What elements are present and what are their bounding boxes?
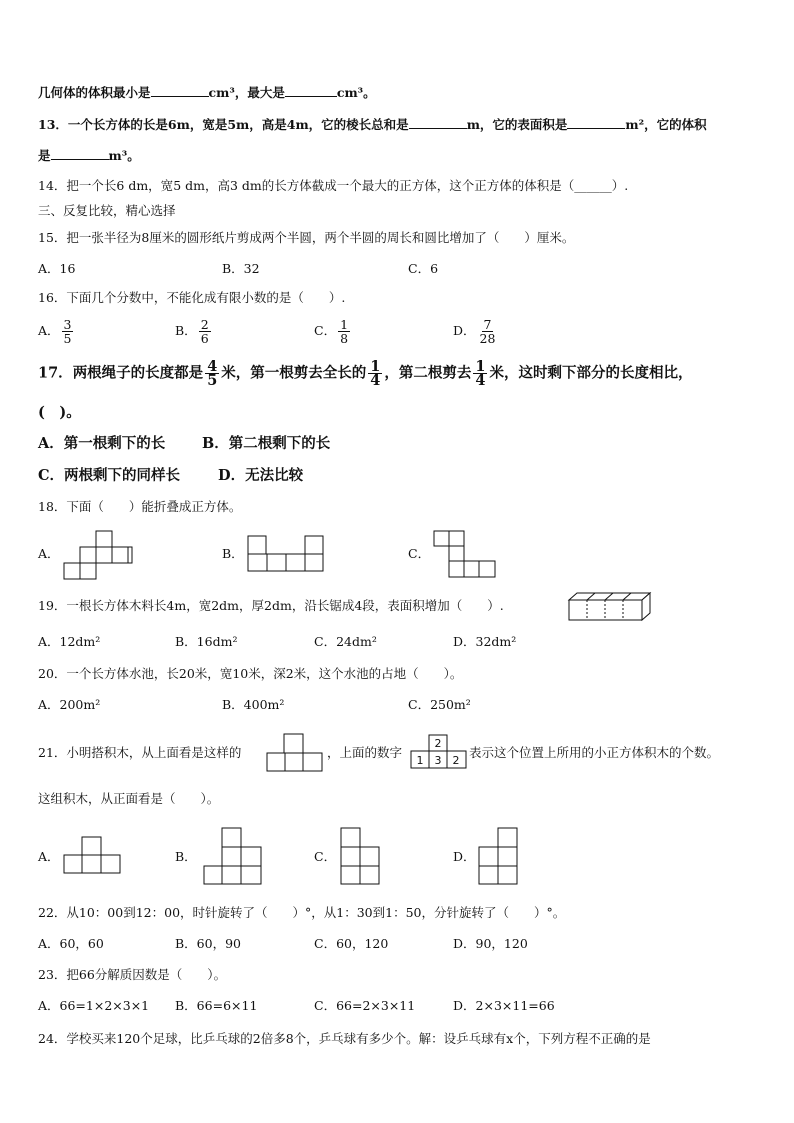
question-17: 17．两根绳子的长度都是 $\frac{4}{5}$ 米，第一根剪去全长的 $\frac{1}{4}$ ，第二根剪去 $\frac{1}{4}$ 米，这时剩下部分的长度相比， [38,358,693,389]
option-a[interactable]: A．200m² [38,697,101,712]
question-24: 24．学校买来120个足球，比乒乓球的2倍多8个，乒乓球有多少个。解：设乒乓球有x个，下列方程不正确的是 [38,1031,651,1046]
option-b[interactable]: B．60，90 [175,936,241,951]
option-c[interactable]: C． [408,546,431,561]
option-b[interactable]: B． [222,546,244,561]
front-view-d [478,827,520,887]
question-13: 13．一个长方体的长是6m，宽是5m，高是4m，它的棱长总和是 m，它的表面积是 m²，它的体积 [38,117,707,132]
option-a[interactable]: A．12dm² [38,634,101,649]
option-a[interactable]: A．66=1×2×3×1 [38,998,150,1013]
cube-net-a-extra [64,530,136,580]
question-21: 21．小明搭积木，从上面看是这样的 [38,745,242,760]
top-view-figure [266,733,324,773]
option-b[interactable]: B．66=6×11 [175,998,258,1013]
fraction: $\frac{2}{6}$ [200,317,209,346]
question-20: 20．一个长方体水池，长20米，宽10米，深2米，这个水池的占地（ ）。 [38,666,463,681]
option-a[interactable]: A．第一根剩下的长 [38,435,166,452]
q12-continuation: 几何体的体积最小是 cm³，最大是 cm³。 [38,85,376,100]
number-grid-figure [410,734,468,770]
answer-blank[interactable] [51,147,109,160]
option-c[interactable]: C． $\frac{1}{8}$ [314,317,349,346]
question-14: 14．把一个长6 dm，宽5 dm，高3 dm的长方体截成一个最大的正方体，这个正方体的体积是（______）. [38,178,629,193]
answer-blank[interactable] [285,84,337,97]
option-c[interactable]: C．24dm² [314,634,377,649]
question-18: 18．下面（ ）能折叠成正方体。 [38,499,242,514]
grid-digit: 2 [434,737,442,750]
option-d[interactable]: D．90，120 [453,936,528,951]
front-view-c [340,827,382,887]
option-c[interactable]: C． [314,849,337,864]
grid-digit: 3 [434,754,442,767]
question-17-line2: ( )。 [38,404,81,421]
cube-net-b [248,536,324,572]
answer-blank[interactable] [409,116,467,129]
fraction: $\frac{1}{4}$ [475,358,486,389]
option-d[interactable]: D． [453,849,476,864]
question-21-line2: 这组积木，从正面看是（ ）。 [38,791,220,806]
option-b[interactable]: B． $\frac{2}{6}$ [175,317,209,346]
question-21-text-c: 表示这个位置上所用的小正方体积木的个数。 [469,745,720,760]
question-13-line2: 是 m³。 [38,148,140,163]
option-c[interactable]: C．60，120 [314,936,389,951]
question-16: 16．下面几个分数中，不能化成有限小数的是（ ）. [38,290,346,305]
option-a[interactable]: A． $\frac{3}{5}$ [38,317,72,346]
option-d[interactable]: D． $\frac{7}{28}$ [453,317,496,346]
option-c[interactable]: C．两根剩下的同样长 [38,467,181,484]
question-23: 23．把66分解质因数是（ ）。 [38,967,227,982]
grid-digit: 2 [452,754,460,767]
fraction: $\frac{1}{4}$ [370,358,381,389]
option-a[interactable]: A． [38,849,60,864]
fraction: $\frac{1}{8}$ [340,317,349,346]
option-b[interactable]: B． [175,849,197,864]
option-a[interactable]: A．16 [38,261,76,276]
question-19: 19．一根长方体木料长4m，宽2dm，厚2dm，沿长锯成4段，表面积增加（ ）. [38,598,504,613]
option-b[interactable]: B．16dm² [175,634,238,649]
answer-blank[interactable] [567,116,625,129]
question-22: 22．从10：00到12：00，时针旋转了（ ）°，从1：30到1：50，分针旋转了（ ）°。 [38,905,566,920]
cuboid-wood-figure [568,592,652,622]
option-c[interactable]: C．66=2×3×11 [314,998,416,1013]
option-a[interactable]: A． [38,546,60,561]
front-view-a [63,836,123,876]
front-view-b [203,827,265,887]
question-21-text-b: ，上面的数字 [327,745,403,760]
answer-blank[interactable] [151,84,209,97]
option-b[interactable]: B．第二根剩下的长 [202,435,331,452]
fraction: $\frac{7}{28}$ [479,317,496,346]
section-heading: 三、反复比较，精心选择 [38,203,176,218]
option-c[interactable]: C．250m² [408,697,471,712]
option-a[interactable]: A．60，60 [38,936,104,951]
question-15: 15．把一张半径为8厘米的圆形纸片剪成两个半圆，两个半圆的周长和圆比增加了（ ）厘米。 [38,230,575,245]
option-c[interactable]: C．6 [408,261,439,276]
fraction: $\frac{4}{5}$ [207,358,218,389]
fraction: $\frac{3}{5}$ [63,317,72,346]
option-d[interactable]: D．无法比较 [218,467,304,484]
grid-digit: 1 [416,754,424,767]
option-d[interactable]: D．32dm² [453,634,517,649]
option-d[interactable]: D．2×3×11=66 [453,998,555,1013]
option-b[interactable]: B．32 [222,261,260,276]
option-b[interactable]: B．400m² [222,697,285,712]
cube-net-c [434,531,498,579]
